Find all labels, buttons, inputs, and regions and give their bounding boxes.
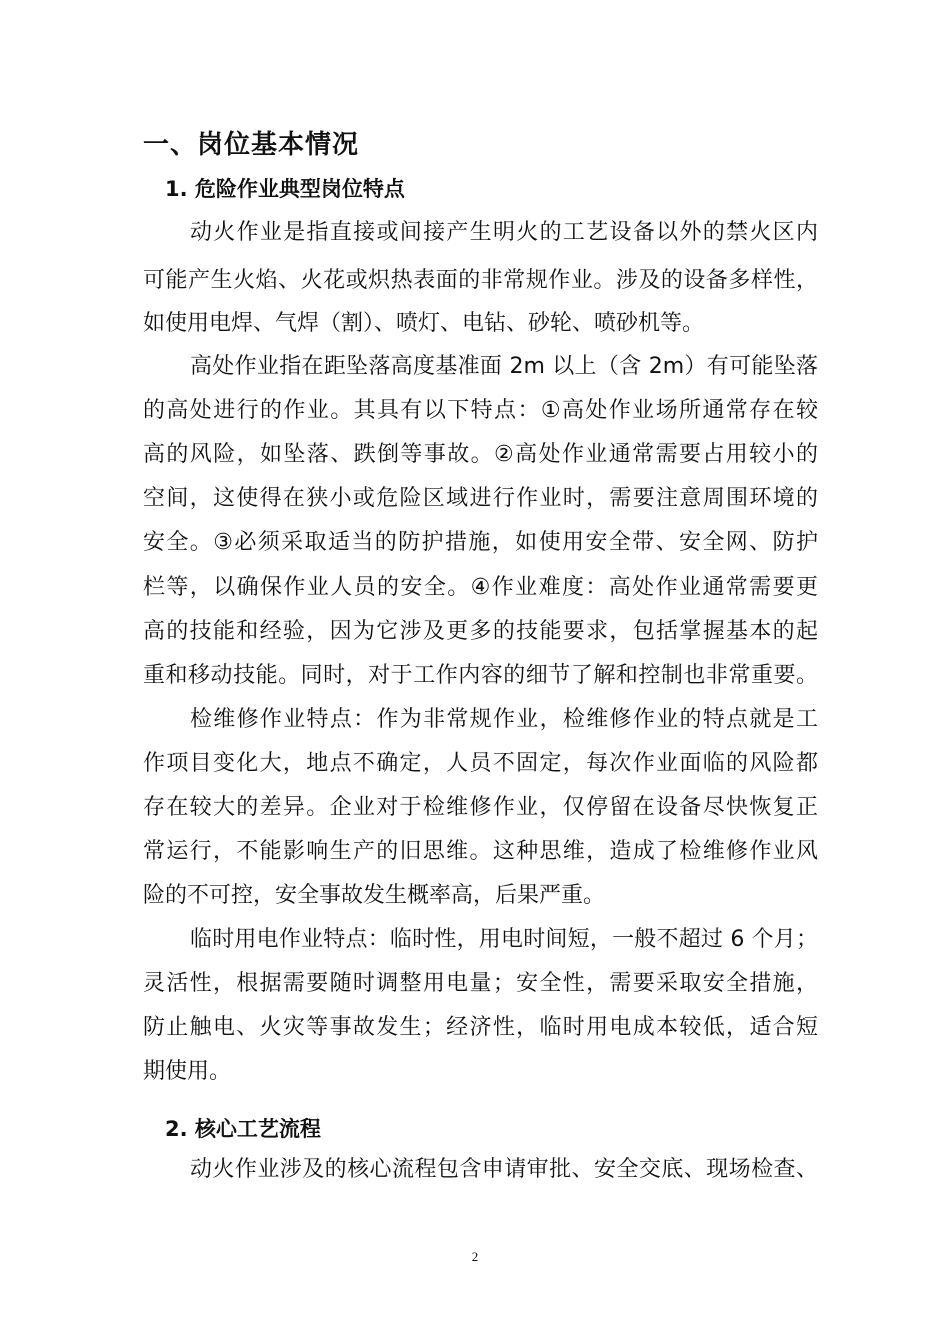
- text-line: 可能产生火焰、火花或炽热表面的非常规作业。涉及的设备多样性，: [143, 268, 818, 293]
- text-line: 常运行，不能影响生产的旧思维。这种思维，造成了检维修作业风: [143, 839, 818, 864]
- text-line: 防止触电、火灾等事故发生；经济性，临时用电成本较低，适合短: [143, 1015, 818, 1040]
- text-line: 高的技能和经验，因为它涉及更多的技能要求，包括掌握基本的起: [143, 619, 818, 644]
- text-line: 空间，这使得在狭小或危险区域进行作业时，需要注意周围环境的: [143, 486, 818, 511]
- text-line: 动火作业涉及的核心流程包含申请审批、安全交底、现场检查、: [190, 1157, 818, 1182]
- text-line: 重和移动技能。同时，对于工作内容的细节了解和控制也非常重要。: [143, 663, 818, 688]
- text-line: 的高处进行的作业。其具有以下特点：①高处作业场所通常存在较: [143, 398, 818, 423]
- text-line: 临时用电作业特点：临时性，用电时间短，一般不超过 6 个月；: [190, 927, 818, 952]
- text-line: 检维修作业特点：作为非常规作业，检维修作业的特点就是工: [190, 707, 818, 732]
- text-line: 安全。③必须采取适当的防护措施，如使用安全带、安全网、防护: [143, 530, 818, 555]
- section-heading: 一、岗位基本情况: [143, 130, 360, 160]
- subsection-heading-1: 1. 危险作业典型岗位特点: [165, 177, 405, 201]
- text-line: 栏等，以确保作业人员的安全。④作业难度：高处作业通常需要更: [143, 575, 818, 600]
- text-line: 存在较大的差异。企业对于检维修作业，仅停留在设备尽快恢复正: [143, 795, 818, 820]
- subsection-heading-2: 2. 核心工艺流程: [165, 1117, 321, 1141]
- text-line: 如使用电焊、气焊（割）、喷灯、电钻、砂轮、喷砂机等。: [143, 311, 705, 336]
- text-line: 动火作业是指直接或间接产生明火的工艺设备以外的禁火区内: [190, 220, 818, 245]
- text-line: 险的不可控，安全事故发生概率高，后果严重。: [143, 883, 606, 908]
- text-line: 灵活性，根据需要随时调整用电量；安全性，需要采取安全措施，: [143, 971, 818, 996]
- text-line: 高处作业指在距坠落高度基准面 2m 以上（含 2m）有可能坠落: [190, 354, 818, 379]
- text-line: 高的风险，如坠落、跌倒等事故。②高处作业通常需要占用较小的: [143, 442, 818, 467]
- page-number: 2: [471, 1249, 479, 1264]
- text-line: 作项目变化大，地点不确定，人员不固定，每次作业面临的风险都: [143, 751, 818, 776]
- text-line: 期使用。: [143, 1059, 232, 1084]
